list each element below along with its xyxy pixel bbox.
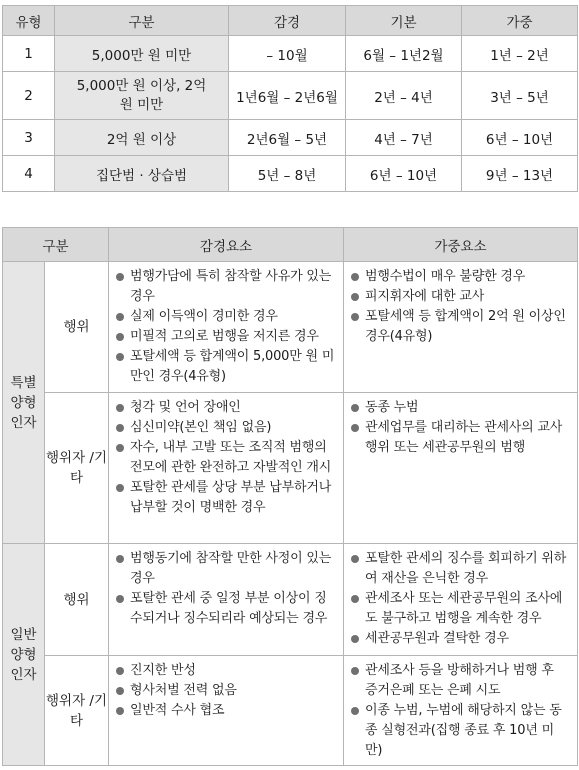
aggravating-cell	[344, 656, 578, 766]
list-item: 일반적 수사 협조	[115, 701, 335, 721]
header-row	[3, 6, 578, 36]
list-item: 자수, 내부 고발 또는 조직적 범행의 전모에 관한 완전하고 자발적인 개시	[115, 438, 335, 478]
reduced-cell: 5년 – 8년	[229, 156, 346, 192]
list-item: 범행수법이 매우 불량한 경우	[350, 267, 569, 287]
sub-label-text: 행위	[63, 319, 90, 335]
list-item: 포탈한 관세를 상당 부분 납부하거나 납부할 것이 명백한 경우	[115, 478, 335, 518]
list-item: 청각 및 언어 장애인	[115, 398, 335, 418]
aggravated-cell: 1년 – 2년	[462, 36, 578, 72]
header-row	[3, 228, 578, 262]
group-label-text: 특별 양형 인자	[10, 374, 37, 431]
table-row	[3, 393, 578, 544]
list-item: 포탈세액 등 합계액이 2억 원 이상인 경우(4유형)	[350, 307, 569, 347]
list-item: 포탈한 관세의 징수를 회피하기 위하여 재산을 은닉한 경우	[350, 549, 569, 589]
table-row	[3, 36, 578, 72]
aggravating-cell	[344, 544, 578, 656]
table-row	[3, 544, 578, 656]
list-item: 범행동기에 참작할 만한 사정이 있는 경우	[115, 549, 335, 589]
mitigating-cell	[109, 393, 344, 544]
list-item: 관세조사 등을 방해하거나 범행 후 증거은폐 또는 은폐 시도	[350, 661, 569, 701]
list-item: 포탈한 관세 중 일정 부분 이상이 징수되거나 징수되리라 예상되는 경우	[115, 589, 335, 629]
aggravated-cell: 3년 – 5년	[462, 72, 578, 120]
table-row	[3, 656, 578, 766]
type-cell: 2	[3, 72, 55, 120]
basic-cell: 4년 – 7년	[346, 120, 462, 156]
header-aggravating: 가중요소	[344, 228, 578, 262]
group-label-special	[3, 262, 45, 544]
type-cell: 1	[3, 36, 55, 72]
table-row	[3, 262, 578, 393]
mitigating-cell	[109, 262, 344, 393]
list-item: 관세업무를 대리하는 관세사의 교사행위 또는 세관공무원의 범행	[350, 418, 569, 458]
sub-label-act	[45, 262, 109, 393]
category-cell: 5,000만 원 미만	[55, 36, 229, 72]
sentencing-factors-table	[2, 227, 578, 766]
category-cell: 2억 원 이상	[55, 120, 229, 156]
list-item: 세관공무원과 결탁한 경우	[350, 629, 569, 649]
list-item: 형사처벌 전력 없음	[115, 681, 335, 701]
sub-label-text: 행위	[63, 591, 90, 608]
sentencing-range-table	[2, 5, 578, 192]
list-item: 범행가담에 특히 참작할 사유가 있는 경우	[115, 267, 335, 307]
header-aggravated: 가중	[462, 6, 578, 36]
basic-cell: 6년 – 10년	[346, 156, 462, 192]
group-label-text: 일반 양형 인자	[10, 626, 37, 683]
sub-label-actor	[45, 393, 109, 544]
header-type: 유형	[3, 6, 55, 36]
sub-label-actor	[45, 656, 109, 766]
list-item: 실제 이득액이 경미한 경우	[115, 307, 335, 327]
list-item: 미필적 고의로 범행을 저지른 경우	[115, 327, 335, 347]
header-mitigating: 감경요소	[109, 228, 344, 262]
sub-label-text: 행위자 /기타	[45, 692, 107, 729]
list-item: 관세조사 또는 세관공무원의 조사에도 불구하고 범행을 계속한 경우	[350, 589, 569, 629]
list-item: 피지휘자에 대한 교사	[350, 287, 569, 307]
sub-label-text: 행위자 /기타	[45, 450, 107, 486]
table-row	[3, 72, 578, 120]
list-item: 포탈세액 등 합계액이 5,000만 원 미만인 경우(4유형)	[115, 347, 335, 387]
header-reduced: 감경	[229, 6, 346, 36]
type-cell: 4	[3, 156, 55, 192]
basic-cell: 2년 – 4년	[346, 72, 462, 120]
header-basic: 기본	[346, 6, 462, 36]
reduced-cell: 1년6월 – 2년6월	[229, 72, 346, 120]
category-cell: 5,000만 원 이상, 2억 원 미만	[55, 72, 229, 120]
type-cell: 3	[3, 120, 55, 156]
list-item: 동종 누범	[350, 398, 569, 418]
reduced-cell: – 10월	[229, 36, 346, 72]
mitigating-cell	[109, 544, 344, 656]
group-label-general	[3, 544, 45, 766]
aggravating-cell	[344, 262, 578, 393]
category-cell: 집단범 · 상습범	[55, 156, 229, 192]
header-category: 구분	[55, 6, 229, 36]
list-item: 진지한 반성	[115, 661, 335, 681]
header-category: 구분	[3, 228, 109, 262]
sub-label-act	[45, 544, 109, 656]
basic-cell: 6월 – 1년2월	[346, 36, 462, 72]
table-row	[3, 120, 578, 156]
list-item: 심신미약(본인 책임 없음)	[115, 418, 335, 438]
aggravated-cell: 6년 – 10년	[462, 120, 578, 156]
mitigating-cell	[109, 656, 344, 766]
aggravated-cell: 9년 – 13년	[462, 156, 578, 192]
table-row	[3, 156, 578, 192]
list-item: 이종 누범, 누범에 해당하지 않는 동종 실형전과(집행 종료 후 10년 미만)	[350, 701, 569, 761]
aggravating-cell	[344, 393, 578, 544]
reduced-cell: 2년6월 – 5년	[229, 120, 346, 156]
